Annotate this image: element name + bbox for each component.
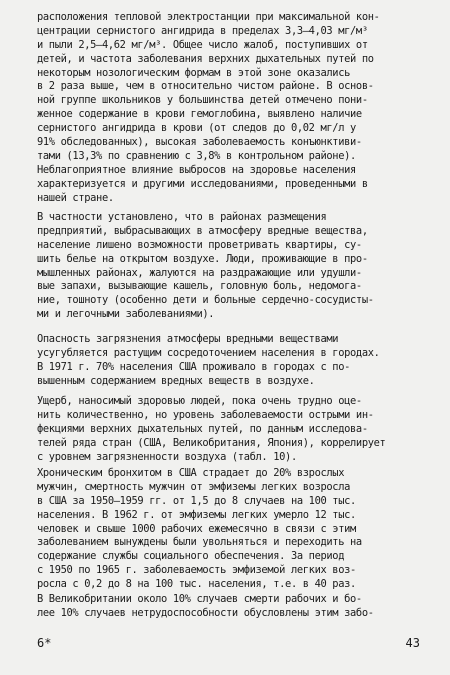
paragraph: [37, 211, 422, 322]
text-line: характеризуется и другими исследованиями, проведенными в: [37, 177, 368, 190]
text-line: Неблагоприятное влияние выбросов на здоровье населения: [37, 163, 356, 176]
text-line: содержание службы социального обеспечения. За период: [37, 550, 345, 563]
text-line: шить белье на открытом воздухе. Люди, проживающие в про-: [37, 252, 368, 265]
text-line: усугубляется растущим сосредоточением населения в городах.: [37, 346, 380, 359]
text-line: женное содержание в крови гемоглобина, выявлено наличие: [37, 108, 362, 121]
text-line: центрации сернистого ангидрида в пределах 3,3–4,03 мг/м³: [37, 24, 368, 37]
text-line: Хроническим бронхитом в США страдает до 20% взрослых: [37, 467, 345, 479]
text-line: росла с 0,2 до 8 на 100 тыс. населения, т.е. в 40 раз.: [37, 578, 356, 591]
text-line: населения. В 1962 г. от эмфиземы легких умерло 12 тыс.: [37, 508, 356, 521]
printer-signature: 6*: [37, 636, 52, 650]
paragraph: [37, 593, 422, 621]
page-number: 43: [405, 636, 420, 650]
text-line: тами (13,3% по сравнению с 3,8% в контрольном районе).: [37, 149, 356, 162]
text-line: сернистого ангидрида в крови (от следов до 0,02 мг/л у: [37, 122, 356, 135]
text-line: Опасность загрязнения атмосферы вредными веществами: [37, 333, 339, 345]
text-line: в США за 1950–1959 гг. от 1,5 до 8 случаев на 100 тыс.: [37, 494, 356, 507]
paragraph: [37, 467, 422, 592]
text-line: вышенным содержанием вредных веществ в воздухе.: [37, 374, 315, 387]
text-line: Ущерб, наносимый здоровью людей, пока очень трудно оце-: [37, 395, 362, 407]
text-line: нашей стране.: [37, 191, 114, 204]
text-line: детей, и частота заболевания верхних дыхательных путей по: [37, 52, 374, 65]
text-line: с уровнем загрязненности воздуха (табл. 10).: [37, 450, 297, 463]
paragraph: [37, 11, 422, 205]
text-line: В частности установлено, что в районах размещения: [37, 211, 327, 223]
text-line: предприятий, выбрасывающих в атмосферу вредные вещества,: [37, 224, 368, 237]
paragraph: [37, 333, 422, 389]
text-line: в 2 раза выше, чем в относительно чистом районе. В основ-: [37, 80, 374, 93]
text-line: вые запахи, вызывающие кашель, головную боль, недомога-: [37, 280, 362, 293]
text-line: расположения тепловой электростанции при максимальной кон-: [37, 11, 380, 23]
text-line: нить количественно, но уровень заболеваемости острыми ин-: [37, 408, 374, 421]
text-line: ние, тошноту (особенно дети и больные сердечно-сосудисты-: [37, 294, 374, 307]
text-line: лее 10% случаев нетрудоспособности обусловлены этим забо-: [37, 606, 374, 619]
text-line: В 1971 г. 70% населения США проживало в городах с по-: [37, 360, 351, 373]
text-line: некоторым нозологическим формам в этой зоне оказались: [37, 66, 351, 79]
text-line: и пыли 2,5–4,62 мг/м³. Общее число жалоб, поступивших от: [37, 38, 368, 51]
text-line: мужчин, смертность мужчин от эмфиземы легких возросла: [37, 480, 351, 493]
text-line: ми и легочными заболеваниями).: [37, 308, 215, 321]
text-line: заболеванием вынуждены были увольняться и переходить на: [37, 536, 362, 549]
text-line: с 1950 по 1965 г. заболеваемость эмфиземой легких воз-: [37, 564, 356, 577]
text-line: 91% обследованных), высокая заболеваемость конъюнктиви-: [37, 136, 362, 149]
text-line: фекциями верхних дыхательных путей, по данным исследова-: [37, 422, 368, 435]
text-line: население лишено возможности проветривать квартиры, су-: [37, 238, 362, 251]
paragraph: [37, 395, 422, 464]
text-line: ной группе школьников у большинства детей отмечено пони-: [37, 94, 368, 107]
text-line: человек и свыше 1000 рабочих ежемесячно в связи с этим: [37, 522, 356, 535]
text-line: В Великобритании около 10% случаев смерти рабочих и бо-: [37, 593, 362, 605]
text-line: телей ряда стран (США, Великобритания, Япония), коррелирует: [37, 436, 386, 449]
text-line: мышленных районах, жалуются на раздражающие или удушли-: [37, 266, 362, 279]
